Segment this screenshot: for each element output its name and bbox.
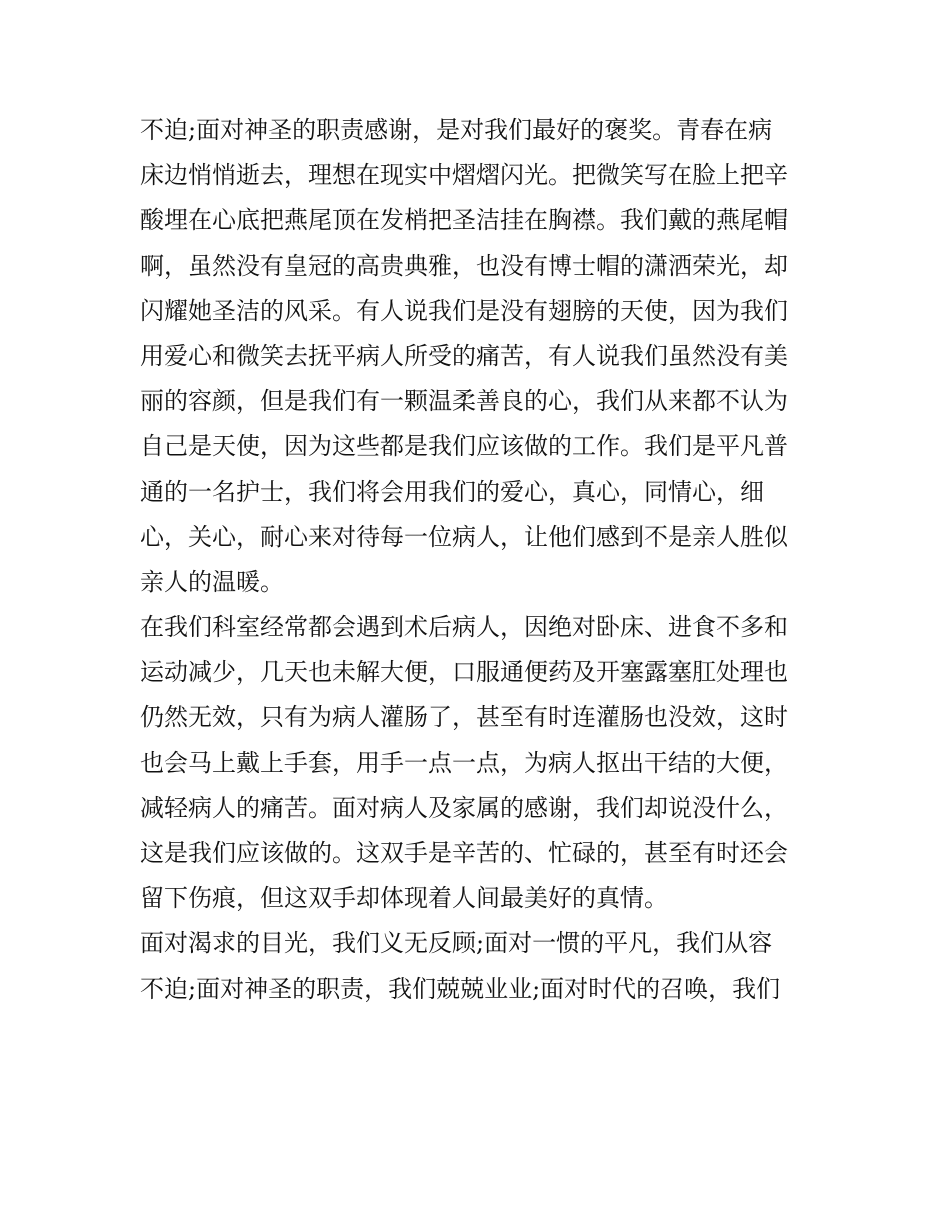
text-line: 用爱心和微笑去抚平病人所受的痛苦，有人说我们虽然没有美 (140, 341, 788, 370)
text-line: 减轻病人的痛苦。面对病人及家属的感谢，我们却说没什么， (140, 793, 788, 822)
text-line: 仍然无效，只有为病人灌肠了，甚至有时连灌肠也没效，这时 (140, 703, 788, 732)
text-line: 留下伤痕，但这双手却体现着人间最美好的真情。 (140, 884, 668, 913)
text-line: 啊，虽然没有皇冠的高贵典雅，也没有博士帽的潇洒荣光，却 (140, 251, 788, 280)
text-line: 通的一名护士，我们将会用我们的爱心，真心，同情心，细 (140, 477, 764, 506)
text-line: 自己是天使，因为这些都是我们应该做的工作。我们是平凡普 (140, 432, 788, 461)
text-line: 面对渴求的目光，我们义无反顾;面对一惯的平凡，我们从容 (140, 929, 773, 958)
text-line: 亲人的温暖。 (140, 567, 284, 596)
text-line: 不迫;面对神圣的职责感谢，是对我们最好的褒奖。青春在病 (140, 116, 773, 144)
text-line: 心，关心，耐心来对待每一位病人，让他们感到不是亲人胜似 (140, 522, 788, 551)
text-line: 也会马上戴上手套，用手一点一点，为病人抠出干结的大便， (140, 748, 788, 777)
text-line: 酸埋在心底把燕尾顶在发梢把圣洁挂在胸襟。我们戴的燕尾帽 (140, 206, 788, 235)
text-line: 在我们科室经常都会遇到术后病人，因绝对卧床、进食不多和 (140, 613, 788, 642)
document-body (140, 108, 820, 1012)
text-line: 不迫;面对神圣的职责，我们兢兢业业;面对时代的召唤，我们 (140, 974, 781, 1003)
text-line: 运动减少，几天也未解大便，口服通便药及开塞露塞肛处理也 (140, 658, 788, 687)
text-line: 丽的容颜，但是我们有一颗温柔善良的心，我们从来都不认为 (140, 387, 788, 416)
text-line: 床边悄悄逝去，理想在现实中熠熠闪光。把微笑写在脸上把辛 (140, 161, 788, 190)
text-line: 闪耀她圣洁的风采。有人说我们是没有翅膀的天使，因为我们 (140, 296, 788, 325)
text-line: 这是我们应该做的。这双手是辛苦的、忙碌的，甚至有时还会 (140, 839, 788, 867)
